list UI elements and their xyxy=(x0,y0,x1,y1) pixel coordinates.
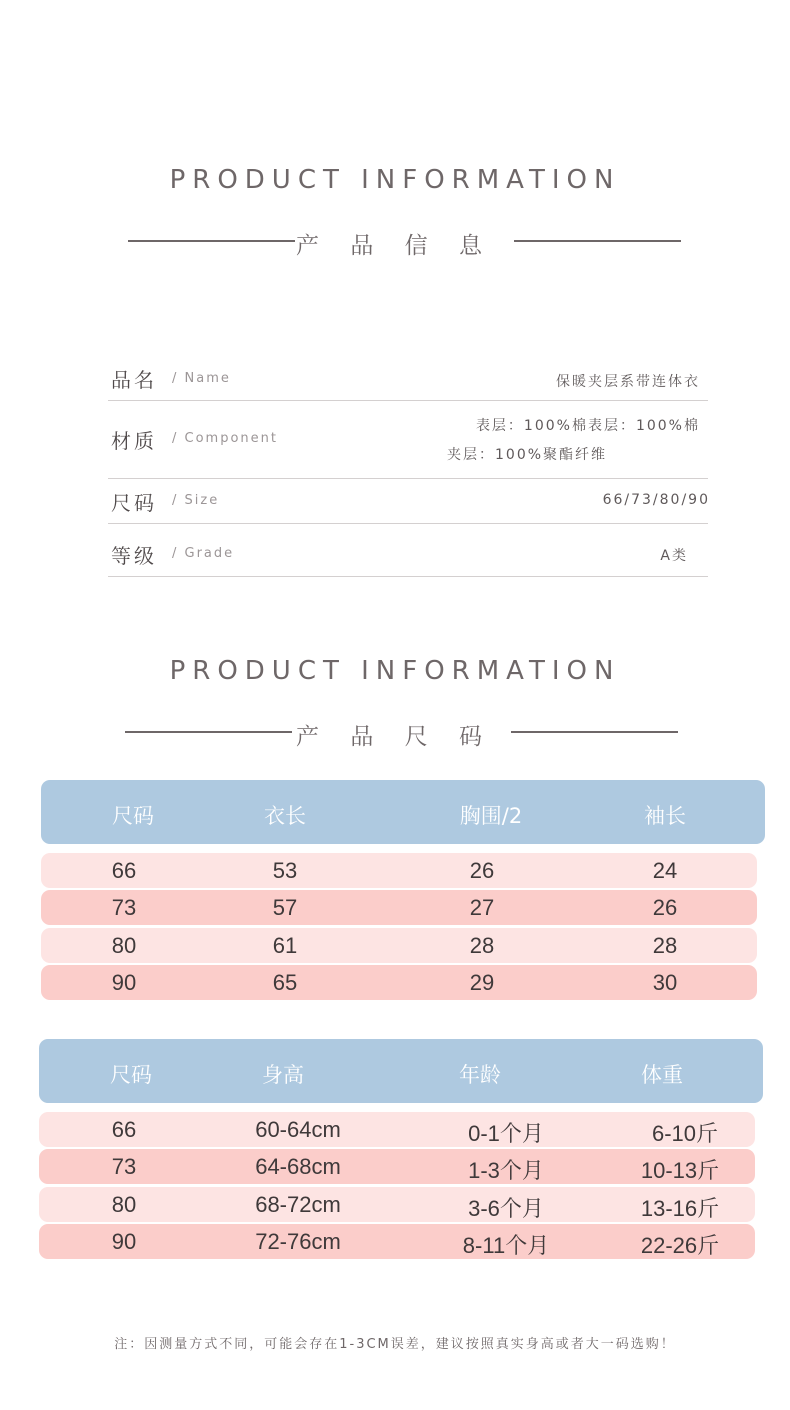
table1-header xyxy=(41,780,765,844)
footnote: 注：因测量方式不同，可能会存在1-3CM误差，建议按照真实身高或者大一码选购！ xyxy=(114,1337,676,1352)
table-cell: 13-16斤 xyxy=(640,1196,720,1221)
table2-header xyxy=(39,1039,763,1103)
table1-header-cell: 胸围/2 xyxy=(459,804,523,828)
table2-header-cell: 尺码 xyxy=(110,1063,152,1087)
info-value: 66/73/80/90 xyxy=(602,492,710,508)
table2-header-cell: 体重 xyxy=(641,1063,683,1087)
table2-header-cell: 身高 xyxy=(262,1063,304,1087)
info-value: A类 xyxy=(660,548,688,564)
table-cell: 30 xyxy=(652,970,678,995)
table-row xyxy=(41,890,757,925)
table-cell: 10-13斤 xyxy=(640,1158,720,1183)
info-label: 尺码 xyxy=(111,491,157,515)
info-row-name xyxy=(108,355,708,401)
table-row xyxy=(41,965,757,1000)
subheading-row-info xyxy=(0,221,790,261)
table-row xyxy=(39,1149,755,1184)
subheading-size: 产 品 尺 码 xyxy=(296,724,494,750)
info-label-en: / Size xyxy=(172,493,220,508)
table1-header-cell: 袖长 xyxy=(644,804,686,828)
info-label: 等级 xyxy=(111,544,157,568)
table-cell: 64-68cm xyxy=(255,1154,341,1179)
table-row xyxy=(41,928,757,963)
table-row xyxy=(41,853,757,888)
table1-header-cell: 尺码 xyxy=(112,804,154,828)
table-cell: 28 xyxy=(469,933,495,958)
table-cell: 80 xyxy=(111,933,137,958)
info-label-en: / Grade xyxy=(172,546,235,561)
info-row-size xyxy=(108,478,708,524)
info-label: 材质 xyxy=(111,429,157,453)
table-cell: 65 xyxy=(272,970,298,995)
table-cell: 24 xyxy=(652,858,678,883)
table-cell: 60-64cm xyxy=(255,1117,341,1142)
info-row-component xyxy=(108,400,708,479)
info-label: 品名 xyxy=(111,368,157,392)
table-row xyxy=(39,1187,755,1222)
table-cell: 90 xyxy=(111,970,137,995)
table-cell: 27 xyxy=(469,895,495,920)
table-cell: 26 xyxy=(469,858,495,883)
table-cell: 1-3个月 xyxy=(468,1158,544,1183)
divider-line-right xyxy=(514,240,681,242)
info-value-line2: 夹层：100%聚酯纤维 xyxy=(447,447,608,463)
table-cell: 73 xyxy=(111,1154,137,1179)
divider-line-right xyxy=(511,731,678,733)
table-row xyxy=(39,1112,755,1147)
table-cell: 26 xyxy=(652,895,678,920)
table-cell: 53 xyxy=(272,858,298,883)
table-cell: 66 xyxy=(111,1117,137,1142)
subheading-row-size xyxy=(0,712,790,752)
table-cell: 3-6个月 xyxy=(468,1196,544,1221)
table-cell: 68-72cm xyxy=(255,1192,341,1217)
table-cell: 61 xyxy=(272,933,298,958)
info-label-en: / Component xyxy=(172,431,278,446)
table-cell: 22-26斤 xyxy=(640,1233,720,1258)
info-value: 保暖夹层系带连体衣 xyxy=(556,374,700,390)
table-cell: 90 xyxy=(111,1229,137,1254)
table-cell: 80 xyxy=(111,1192,137,1217)
table-cell: 0-1个月 xyxy=(468,1121,544,1146)
table-cell: 29 xyxy=(469,970,495,995)
info-label-en: / Name xyxy=(172,371,231,386)
table1-header-cell: 衣长 xyxy=(264,804,306,828)
section-heading-info: PRODUCT INFORMATION xyxy=(169,165,621,195)
table-cell: 28 xyxy=(652,933,678,958)
table2-header-cell: 年龄 xyxy=(459,1063,501,1087)
subheading-info: 产 品 信 息 xyxy=(296,233,494,259)
table-cell: 57 xyxy=(272,895,298,920)
info-value-line1: 表层：100%棉表层：100%棉 xyxy=(475,418,700,434)
table-cell: 73 xyxy=(111,895,137,920)
table-cell: 66 xyxy=(111,858,137,883)
table-cell: 72-76cm xyxy=(255,1229,341,1254)
table-cell: 8-11个月 xyxy=(462,1233,550,1258)
table-cell: 6-10斤 xyxy=(651,1121,719,1146)
table-row xyxy=(39,1224,755,1259)
info-row-grade xyxy=(108,523,708,577)
section-heading-size: PRODUCT INFORMATION xyxy=(169,656,621,686)
